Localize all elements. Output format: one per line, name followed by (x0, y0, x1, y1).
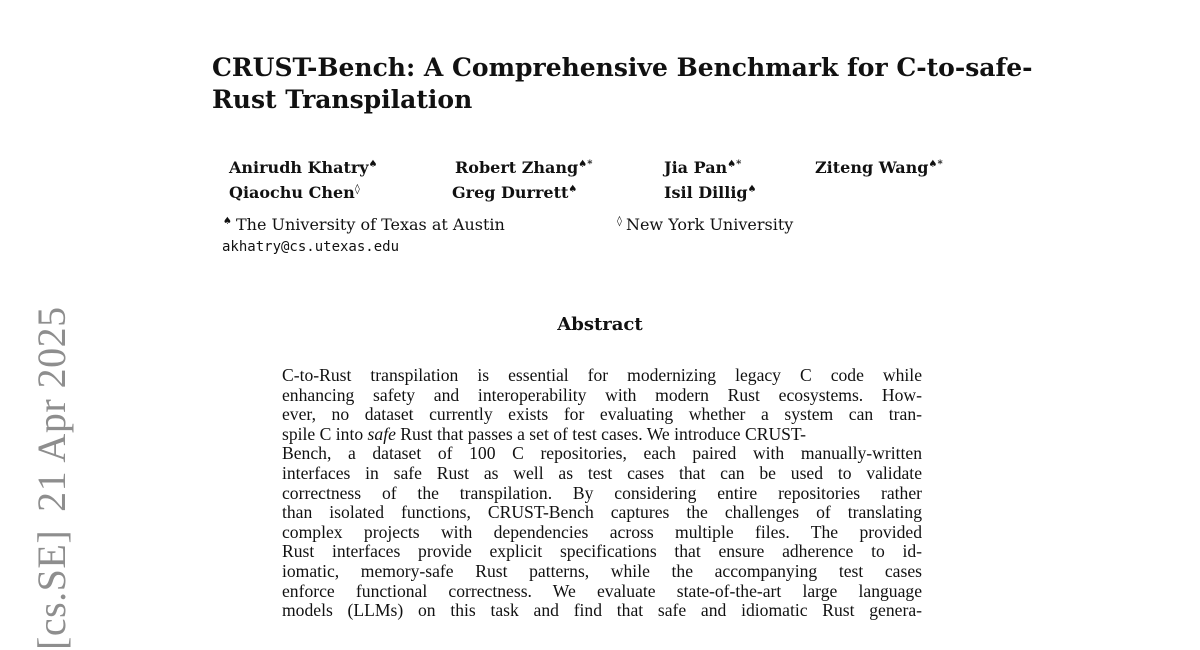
author-name: Greg Durrett (452, 183, 569, 202)
abstract-line: C-to-Rust transpilation is essential for modernizing legacy C code while (282, 365, 922, 385)
abstract-line: interfaces in safe Rust as well as test cases that can be used to validate (282, 462, 922, 483)
author-jia-pan (664, 158, 741, 178)
affiliation-mark: ♠ (223, 216, 232, 227)
abstract-line: than isolated functions, CRUST-Bench captures the challenges of translating (282, 502, 922, 523)
affiliation-name: The University of Texas at Austin (235, 215, 505, 234)
author-affiliation-mark: ♠* (727, 159, 742, 170)
abstract-line: complex projects with dependencies across multiple files. The provided (282, 521, 922, 542)
author-affiliation-mark: ♠ (368, 159, 378, 170)
abstract-line: correctness of the transpilation. By considering entire repositories rather (282, 482, 922, 503)
abstract-line: models (LLMs) on this task and find that safe and idiomatic Rust genera- (282, 600, 922, 621)
author-affiliation-mark: ♠* (928, 159, 943, 170)
author-greg-durrett (452, 183, 577, 203)
abstract-body (282, 366, 922, 621)
paper-title (212, 52, 1033, 116)
author-anirudh-khatry (229, 158, 378, 178)
author-name: Robert Zhang (455, 158, 579, 177)
affiliation-name: New York University (625, 215, 794, 234)
affiliation-mark: ◊ (617, 216, 622, 227)
abstract-line: Bench, a dataset of 100 C repositories, each paired with manually-written (282, 443, 922, 464)
author-affiliation-mark: ♠* (578, 159, 593, 170)
abstract-line: iomatic, memory-safe Rust patterns, while the accompanying test cases (282, 560, 922, 581)
abstract-line: enforce functional correctness. We evaluate state-of-the-art large language (282, 580, 922, 601)
author-affiliation-mark: ♠ (747, 184, 757, 195)
author-name: Ziteng Wang (815, 158, 929, 177)
abstract-line: enhancing safety and interoperability with modern Rust ecosystems. How- (282, 384, 922, 405)
abstract-line-segment: Rust that passes a set of test cases. We introduce CRUST- (400, 423, 806, 444)
contact-email[interactable]: akhatry@cs.utexas.edu (222, 239, 400, 255)
author-affiliation-mark: ♠ (568, 184, 578, 195)
author-name: Isil Dillig (664, 183, 748, 202)
author-affiliation-mark: ◊ (354, 184, 360, 195)
arxiv-category: [cs.SE] (29, 529, 74, 650)
author-qiaochu-chen (229, 183, 360, 203)
author-name: Jia Pan (664, 158, 728, 177)
affiliation-ut-austin (223, 215, 505, 235)
abstract-line (282, 425, 922, 445)
abstract-line-segment: spile C into (282, 423, 364, 444)
abstract-line: Rust interfaces provide explicit specifications that ensure adherence to id- (282, 541, 922, 562)
abstract-heading: Abstract (557, 314, 643, 335)
arxiv-stamp (29, 306, 78, 650)
abstract-emphasis-safe: safe (367, 423, 396, 444)
arxiv-date: 21 Apr 2025 (29, 306, 74, 512)
affiliation-nyu (617, 215, 793, 235)
author-isil-dillig (664, 183, 757, 203)
author-name: Qiaochu Chen (229, 183, 355, 202)
author-ziteng-wang (815, 158, 943, 178)
author-name: Anirudh Khatry (229, 158, 369, 177)
author-robert-zhang (455, 158, 592, 178)
paper-title-line-2: Rust Transpilation (212, 85, 473, 114)
paper-title-line-1: CRUST-Bench: A Comprehensive Benchmark for C-to-safe- (212, 53, 1033, 82)
abstract-line: ever, no dataset currently exists for evaluating whether a system can tran- (282, 404, 922, 425)
